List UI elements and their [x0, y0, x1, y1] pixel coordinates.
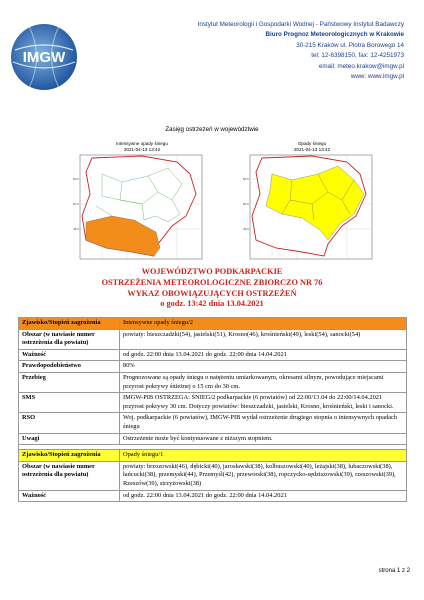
row-value-area: powiaty: brzozowski(46), dębicki(40), jarosławski(38), kolbuszowski(40), leżajski(38), lubaczowski(38), łańcucki(38), przemyski(44), Przemyśl(42), przeworski(38), ropczycko-sędziszowski(39), rzeszowski(39), Rzeszów(39), strzyżowski(38): [120, 461, 407, 490]
voivodeship: WOJEWÓDZTWO PODKARPACKIE: [141, 267, 283, 276]
svg-text:50.5: 50.5: [73, 177, 79, 181]
map-caption-time: 2021-04-13 13:42: [123, 147, 161, 152]
page-number: strona 1 z 2: [378, 568, 410, 574]
row-key-validity: Ważność: [19, 349, 120, 361]
institute-name: Instytut Meteorologii i Gospodarki Wodnej - Państwowy Instytut Badawczy: [197, 21, 404, 28]
map-caption-time: 2021-04-13 13:42: [293, 147, 331, 152]
map-intense-snow: [72, 141, 212, 265]
row-value-sms: IMGW-PIB OSTRZEGA: ŚNIEG/2 podkarpackie (6 powiatów) od 22:00/13.04 do 22:00/14.04.2021 przyrost pokrywy 30 cm. Dotyczy powiatów: bieszczadzki, jasielski, Krosno, krośnieński, leski i sanocki.: [120, 393, 407, 413]
row-key-remarks: Uwagi: [19, 433, 120, 445]
map-left-svg: [72, 154, 212, 264]
address: 30-215 Kraków ul. Piotra Borowego 14: [296, 41, 404, 49]
row-value-rso: Woj. podkarpackie (6 powiatów), IMGW-PIB wydał ostrzeżenie drugiego stopnia o intensywnych opadach śniegu: [120, 413, 407, 433]
hazard-value: Opady śniegu/1: [120, 450, 407, 462]
svg-text:50.5: 50.5: [243, 177, 249, 181]
imgw-logo: [9, 22, 79, 92]
row-key-sms: SMS: [19, 393, 120, 413]
map-snowfall: [242, 141, 382, 265]
row-key-area: Obszar (w nawiasie numer ostrzeżenia dla powiatu): [19, 329, 120, 349]
issue-time: o godz. 13:42 dnia 13.04.2021: [160, 299, 264, 309]
svg-text:50.0: 50.0: [73, 202, 79, 206]
map-caption-hazard: Intensywne opady śniegu: [116, 141, 168, 146]
table-row: [19, 361, 407, 373]
office-name: Biuro Prognoz Meteorologicznych w Krakowie: [265, 31, 404, 39]
map-right-svg: [242, 154, 382, 264]
table-row: [19, 372, 407, 392]
warnings-list-heading: WYKAZ OBOWIĄZUJĄCYCH OSTRZEŻEŃ: [127, 288, 297, 298]
email: email: meteo.krakow@imgw.pl: [318, 62, 404, 70]
bulletin-number: OSTRZEŻENIA METEOROLOGICZNE ZBIORCZO NR 76: [101, 277, 323, 287]
warnings-table: [18, 317, 407, 502]
section-title: Zasięg ostrzeżeń w województwie: [165, 126, 259, 133]
hazard-row-1: [19, 318, 407, 330]
row-key-rso: RSO: [19, 413, 120, 433]
table-row: [19, 413, 407, 433]
table-row: [19, 433, 407, 445]
row-value-course: Prognozowane są opady śniegu o natężeniu umiarkowanym, okresami silnym, powodujące miejscami przyrost pokrywy śnieżnej o 15 cm do 30 cm.: [120, 372, 407, 392]
document-title: [0, 267, 424, 310]
phone-fax: tel: 12-6398150, fax: 12-4251973: [311, 52, 404, 60]
row-key-course: Przebieg: [19, 372, 120, 392]
svg-text:49.5: 49.5: [243, 227, 249, 231]
hazard-row-2: [19, 450, 407, 462]
row-value-validity: od godz. 22:00 dnia 13.04.2021 do godz. 22:00 dnia 14.04.2021: [120, 490, 407, 502]
hazard-label: Zjawisko/Stopień zagrożenia: [19, 318, 120, 330]
institution-header: [104, 20, 404, 82]
row-key-validity: Ważność: [19, 490, 120, 502]
logo-text: IMGW: [22, 49, 66, 66]
row-value-remarks: Ostrzeżenie może być kontynuowane z niższym stopniem.: [120, 433, 407, 445]
table-row: [19, 490, 407, 502]
table-row: [19, 349, 407, 361]
row-key-area: Obszar (w nawiasie numer ostrzeżenia dla powiatu): [19, 461, 120, 490]
svg-text:49.5: 49.5: [73, 227, 79, 231]
map-caption-hazard: Opady śniegu: [297, 141, 327, 146]
row-key-probability: Prawdopodobieństwo: [19, 361, 120, 373]
svg-text:50.0: 50.0: [243, 202, 249, 206]
table-row: [19, 461, 407, 490]
row-value-area: powiaty: bieszczadzki(54), jasielski(51), Krosno(46), krośnieński(49), leski(54), sanocki(54): [120, 329, 407, 349]
hazard-value: Intensywne opady śniegu/2: [120, 318, 407, 330]
table-row: [19, 393, 407, 413]
row-value-validity: od godz. 22:00 dnia 13.04.2021 do godz. 22:00 dnia 14.04.2021: [120, 349, 407, 361]
row-value-probability: 80%: [120, 361, 407, 373]
table-row: [19, 329, 407, 349]
website: www: www.imgw.pl: [350, 73, 404, 81]
hazard-label: Zjawisko/Stopień zagrożenia: [19, 450, 120, 462]
